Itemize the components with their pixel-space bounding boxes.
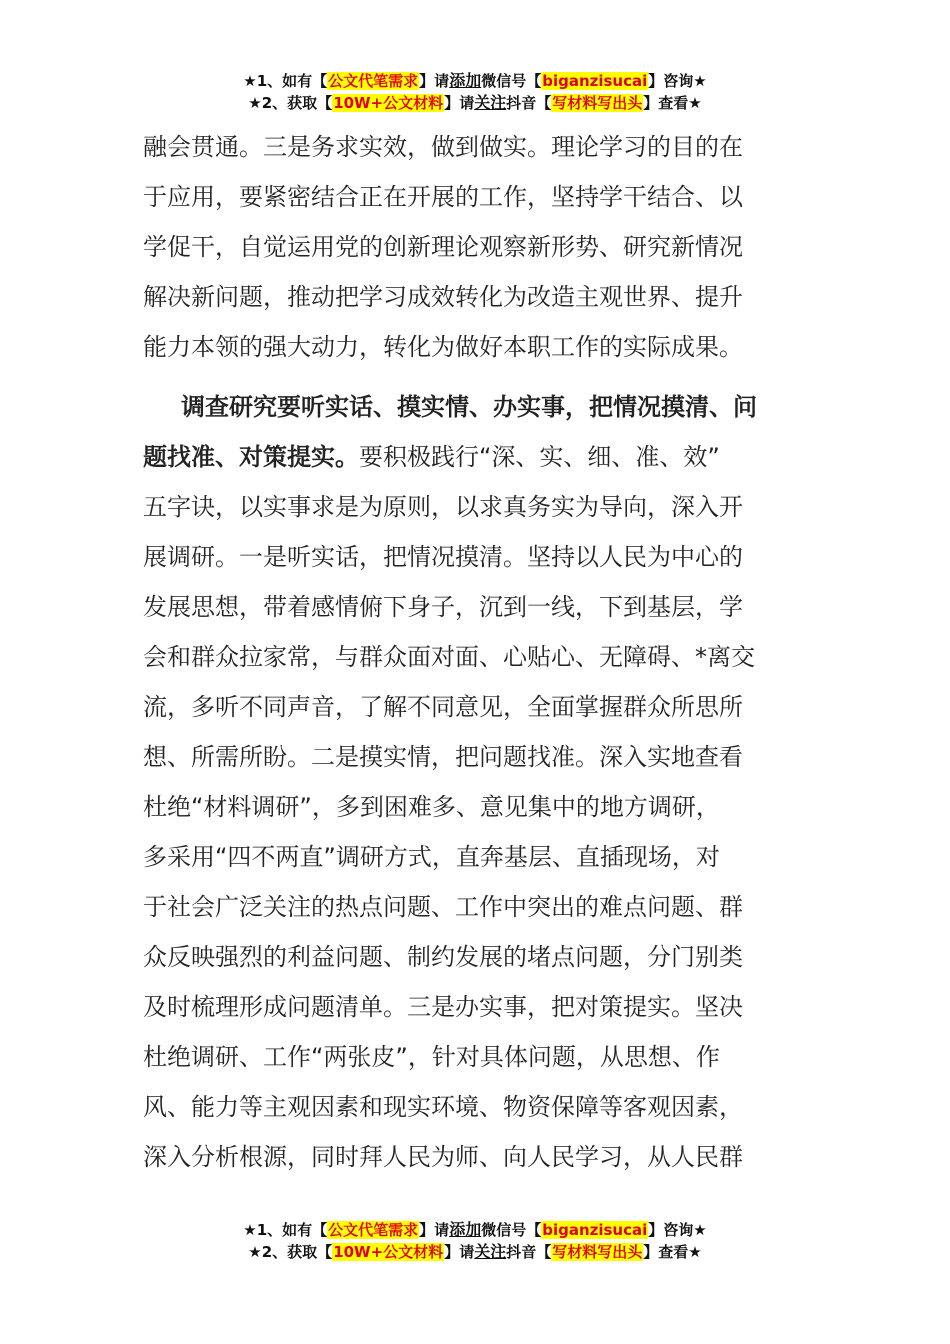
banner-line-1 <box>0 70 950 92</box>
banner-text: 】请 <box>444 1243 475 1261</box>
paragraph-2 <box>143 382 808 1182</box>
banner-highlight: biganzisucai <box>542 1221 648 1239</box>
banner-highlight: 10W+公文材料 <box>333 1243 444 1261</box>
text-line: 五字诀，以实事求是为原则，以求真务实为导向，深入开 <box>143 493 743 521</box>
banner-highlight: 写材料写出头 <box>552 1243 643 1261</box>
banner-text: ★2、获取【 <box>248 94 333 112</box>
banner-text: 】请 <box>419 72 450 90</box>
banner-text: 】请 <box>419 1221 450 1239</box>
text-line: 想、所需所盼。二是摸实情，把问题找准。深入实地查看 <box>143 743 743 771</box>
text-line <box>143 432 808 482</box>
text-line: 解决新问题，推动把学习成效转化为改造主观世界、提升 <box>143 283 743 311</box>
text-line: 能力本领的强大动力，转化为做好本职工作的实际成果。 <box>143 333 743 361</box>
banner-text: 】查看★ <box>643 1243 702 1261</box>
text-line: 深入分析根源，同时拜人民为师、向人民学习，从人民群 <box>143 1143 743 1171</box>
banner-text: 微信号【 <box>481 72 542 90</box>
text-line: 学促干，自觉运用党的创新理论观察新形势、研究新情况 <box>143 233 743 261</box>
banner-underlined: 添加 <box>449 71 482 90</box>
text-line: 及时梳理形成问题清单。三是办实事，把对策提实。坚决 <box>143 993 743 1021</box>
text-line: 会和群众拉家常，与群众面对面、心贴心、无障碍、*离交 <box>143 643 755 671</box>
banner-line-1 <box>0 1219 950 1241</box>
paragraph-gap <box>143 372 808 382</box>
text-line: 多采用“四不两直”调研方式，直奔基层、直插现场，对 <box>143 843 720 871</box>
text-line: 风、能力等主观因素和现实环境、物资保障等客观因素， <box>143 1093 743 1121</box>
banner-underlined: 添加 <box>449 1220 482 1239</box>
text-line: 流，多听不同声音，了解不同意见，全面掌握群众所思所 <box>143 693 743 721</box>
text-line: 众反映强烈的利益问题、制约发展的堵点问题，分门别类 <box>143 943 743 971</box>
banner-highlight: 公文代笔需求 <box>328 72 419 90</box>
text-line: 展调研。一是听实话，把情况摸清。坚持以人民为中心的 <box>143 543 743 571</box>
banner-text: ★2、获取【 <box>248 1243 333 1261</box>
footer-banner <box>0 1219 950 1263</box>
banner-highlight: 写材料写出头 <box>552 94 643 112</box>
paragraph-1 <box>143 122 808 372</box>
banner-text: 】请 <box>444 94 475 112</box>
banner-highlight: biganzisucai <box>542 72 648 90</box>
banner-text: ★1、如有【 <box>243 72 328 90</box>
bold-heading-line: 调查研究要听实话、摸实情、办实事，把情况摸清、问 <box>181 393 757 421</box>
banner-highlight: 10W+公文材料 <box>333 94 444 112</box>
text-line: 于社会广泛关注的热点问题、工作中突出的难点问题、群 <box>143 893 743 921</box>
banner-line-2 <box>0 1241 950 1263</box>
text-line: 发展思想，带着感情俯下身子，沉到一线，下到基层，学 <box>143 593 743 621</box>
banner-highlight: 公文代笔需求 <box>328 1221 419 1239</box>
banner-line-2 <box>0 92 950 114</box>
text-line: 杜绝“材料调研”，多到困难多、意见集中的地方调研， <box>143 793 720 821</box>
text-line: 于应用，要紧密结合正在开展的工作，坚持学干结合、以 <box>143 183 743 211</box>
text-line: 融会贯通。三是务求实效，做到做实。理论学习的目的在 <box>143 133 743 161</box>
document-body <box>143 122 808 1182</box>
banner-text: 抖音【 <box>506 1243 552 1261</box>
banner-underlined: 关注 <box>474 1242 507 1261</box>
banner-text: 】咨询★ <box>648 72 707 90</box>
banner-text: 微信号【 <box>481 1221 542 1239</box>
banner-text: ★1、如有【 <box>243 1221 328 1239</box>
bold-heading-end: 题找准、对策提实。 <box>143 443 359 471</box>
banner-text: 】咨询★ <box>648 1221 707 1239</box>
text-run: 要积极践行“深、实、细、准、效” <box>359 443 720 471</box>
banner-text: 抖音【 <box>506 94 552 112</box>
header-banner <box>0 70 950 114</box>
text-line: 杜绝调研、工作“两张皮”，针对具体问题，从思想、作 <box>143 1043 720 1071</box>
banner-text: 】查看★ <box>643 94 702 112</box>
banner-underlined: 关注 <box>474 93 507 112</box>
